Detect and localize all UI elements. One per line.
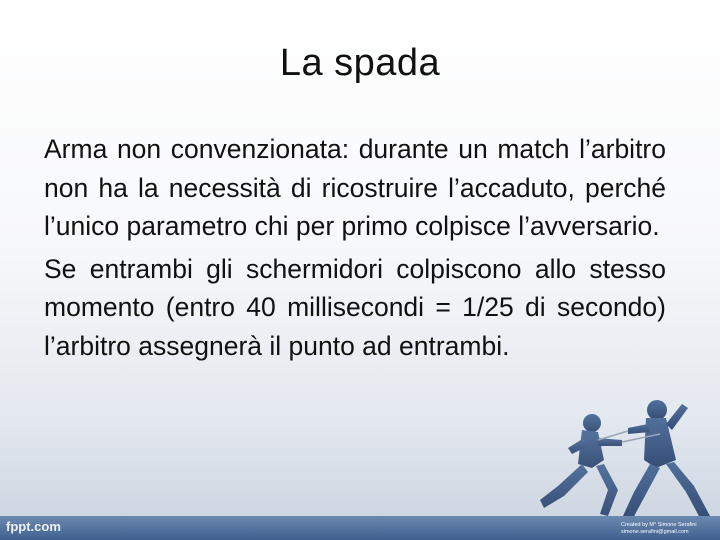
right-fencer (622, 400, 710, 520)
left-fencer (540, 414, 622, 516)
slide-body (44, 130, 666, 369)
paragraph-2: Se entrambi gli schermidori colpiscono allo stesso momento (entro 40 millisecondi = 1/25 di secondo) l’arbitro assegnerà il punto ad entrambi. (44, 253, 666, 361)
paragraph-1: Arma non convenzionata: durante un match l’arbitro non ha la necessità di ricostruire l’accaduto, perché l’unico parametro chi per primo colpisce l’avversario. (44, 134, 666, 241)
right-blade (598, 431, 628, 440)
footer-credit (621, 522, 717, 536)
fencers-illustration (360, 368, 720, 528)
credit-author: Created by M° Simone Serafini (621, 522, 697, 528)
footer-brand: fppt.com (6, 519, 61, 534)
footer-bar (0, 516, 720, 540)
credit-email: simone.serafini@gmail.com (621, 529, 689, 535)
slide-title: La spada (279, 42, 441, 84)
